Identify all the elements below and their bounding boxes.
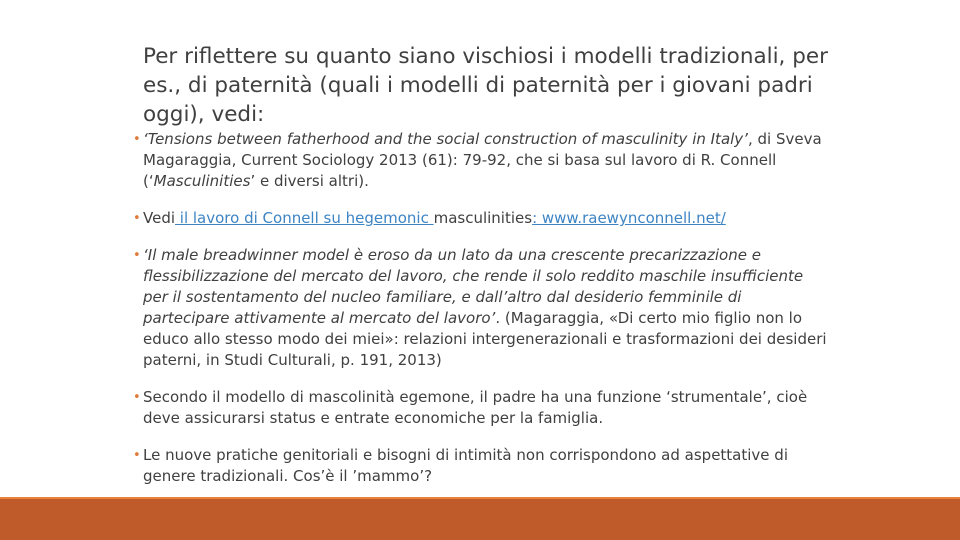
bullet-item-5 xyxy=(130,445,830,487)
bullet-3-quote: ‘Il male breadwinner model è eroso da un lato da una crescente precarizzazione e flessibilizzazione del mercato del lavoro, che rende il solo reddito maschile insufficiente per il sostentamento del nucleo familiare, e dall’altro dal desiderio femminile di partecipare attivamente al mercato del lavoro’ xyxy=(143,246,804,327)
raewynconnell-url-link[interactable]: : www.raewynconnell.net/ xyxy=(532,209,726,227)
bullet-item-1 xyxy=(130,129,830,192)
bullet-marker: • xyxy=(133,390,141,405)
slide-title: Per riflettere su quanto siano vischiosi i modelli tradizionali, per es., di paternità (quali i modelli di paternità per i giovani padri oggi), vedi: xyxy=(143,44,828,127)
bullet-1-book-title: Masculinities xyxy=(153,172,251,190)
bullet-2-text-mid: masculinities xyxy=(433,209,533,227)
bullet-item-2 xyxy=(130,208,830,229)
bullet-item-3 xyxy=(130,245,830,371)
bullet-1-tail: ’ e diversi altri). xyxy=(250,172,369,190)
bullet-2-text: Vedi xyxy=(143,209,176,227)
bullet-marker: • xyxy=(133,132,141,147)
bullet-4-text: Secondo il modello di mascolinità egemone, il padre ha una funzione ‘strumentale’, cioè deve assicurarsi status e entrate economiche per la famiglia. xyxy=(143,388,808,427)
bullet-3-citation: . (Magaraggia, «Di certo mio figlio non lo educo allo stesso modo dei miei»: relazioni intergenerazionali e trasformazioni dei desideri paterni, in Studi Culturali, p. 191, 2013) xyxy=(143,309,827,369)
bullet-1-citation: , di Sveva Magaraggia, Current Sociology 2013 (61): 79-92, che si basa sul lavoro di R. Connell (‘ xyxy=(143,130,822,190)
bullet-marker: • xyxy=(133,448,141,463)
bullet-marker: • xyxy=(133,211,141,226)
bullet-item-4 xyxy=(130,387,830,429)
connell-work-link[interactable]: il lavoro di Connell su hegemonic xyxy=(175,209,434,227)
bullet-list xyxy=(130,129,830,487)
bullet-marker: • xyxy=(133,248,141,263)
bullet-1-article-title: ‘Tensions between fatherhood and the social construction of masculinity in Italy’ xyxy=(143,130,748,148)
bullet-5-text: Le nuove pratiche genitoriali e bisogni di intimità non corrispondono ad aspettative di genere tradizionali. Cos’è il ’mammo’? xyxy=(143,446,788,485)
footer-accent-bar xyxy=(0,499,960,540)
